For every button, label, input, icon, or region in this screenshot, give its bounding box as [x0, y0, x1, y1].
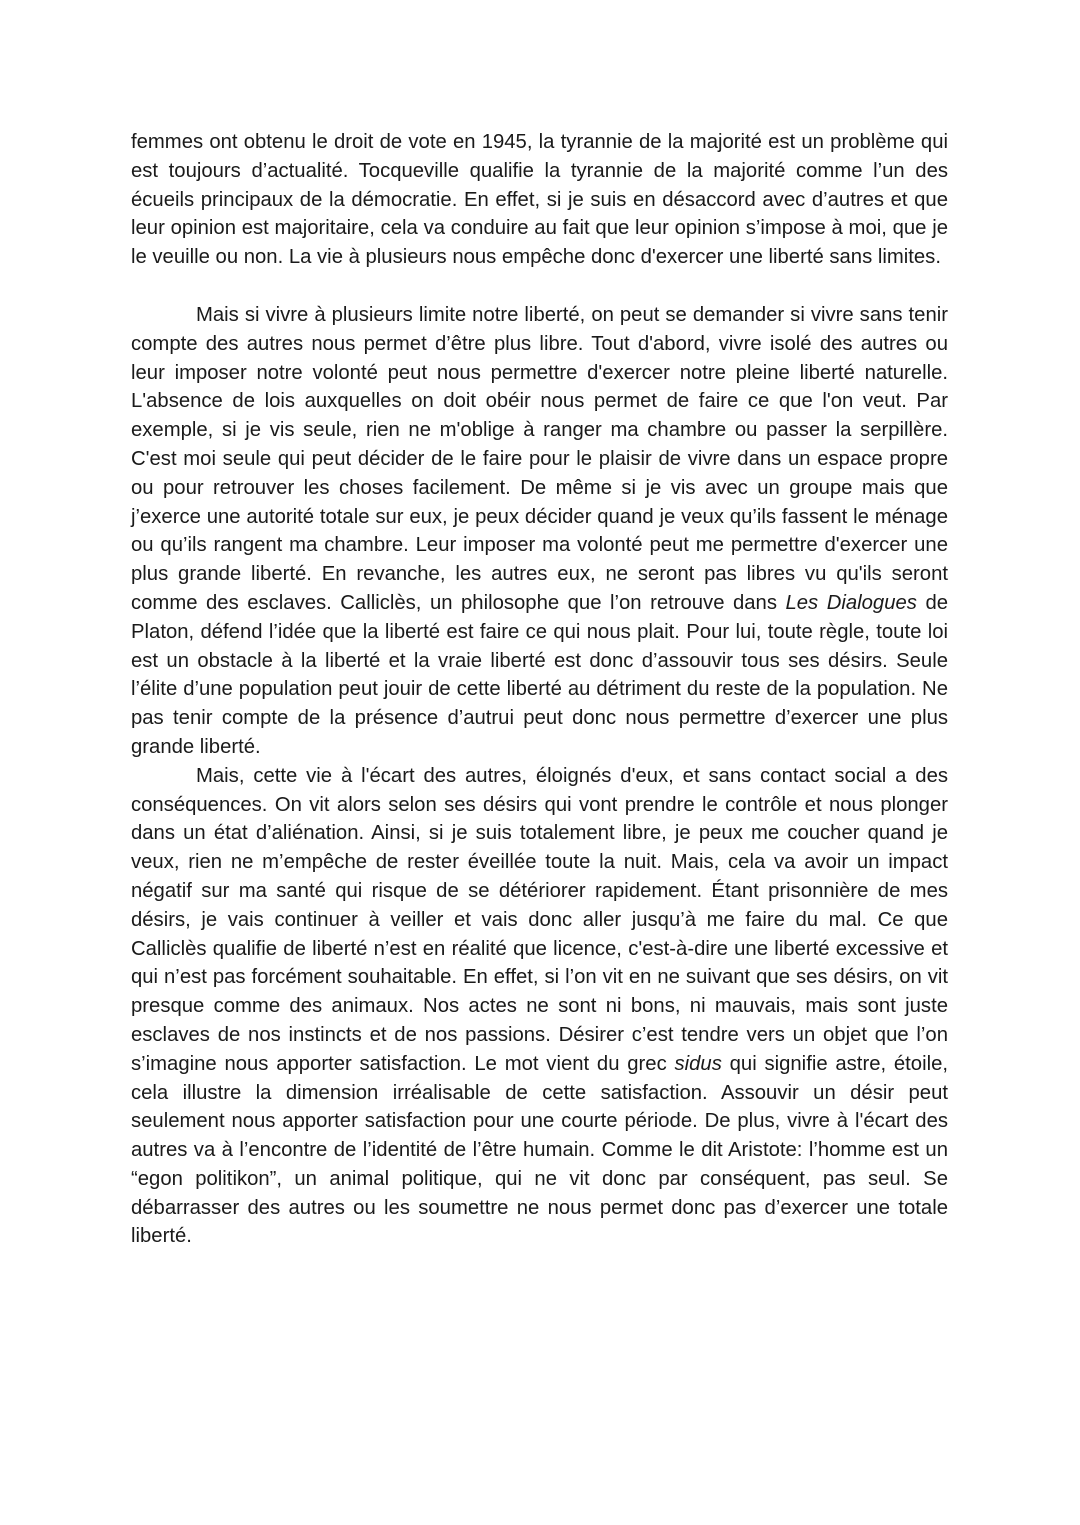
italic-title-les-dialogues: Les Dialogues — [785, 591, 917, 614]
italic-word-sidus: sidus — [674, 1052, 722, 1075]
paragraph-consequences — [131, 762, 948, 1252]
paragraph-text: Mais si vivre à plusieurs limite notre liberté, on peut se demander si vivre sans tenir compte des autres nous permet d’être plus libre. Tout d'abord, vivre isolé des autres ou leur imposer notre volonté peut nous permettre d'exercer notre pleine liberté naturelle. L'absence de lois auxquelles on doit obéir nous permet de faire ce que l'on veut. Par exemple, si je vis seule, rien ne m'oblige à ranger ma chambre ou passer la serpillère. C'est moi seule qui peut décider de le faire pour le plaisir de vivre dans un espace propre ou pour retrouver les choses facilement. De même si je vis avec un groupe mais que j’exerce une autorité totale sur eux, je peux décider quand je veux qu’ils fassent le ménage ou qu’ils rangent ma chambre. Leur imposer ma volonté peut me permettre d'exercer une plus grande liberté. En revanche, les autres eux, ne seront pas libres vu qu'ils seront comme des esclaves. Calliclès, un philosophe que l’on retrouve dans — [131, 303, 948, 614]
paragraph-text: qui signifie astre, étoile, cela illustre la dimension irréalisable de cette satisfaction. Assouvir un désir peut seulement nous apporter satisfaction pour une courte période. De plus, vivre à l'écart des autres va à l’encontre de l’identité de l’être humain. Comme le dit Aristote: l’homme est un “egon politikon”, un animal politique, qui ne vit donc par conséquent, pas seul. Se débarrasser des autres ou les soumettre ne nous permet donc pas d’exercer une totale liberté. — [131, 1052, 949, 1248]
paragraph-spacer — [131, 272, 948, 301]
document-page — [131, 128, 948, 1251]
paragraph-text: de Platon, défend l’idée que la liberté est faire ce qui nous plait. Pour lui, toute règle, toute loi est un obstacle à la liberté et la vraie liberté est donc d’assouvir tous ses désirs. Seule l’élite d’une population peut jouir de cette liberté au détriment du reste de la population. Ne pas tenir compte de la présence d’autrui peut donc nous permettre d’exercer une plus grande liberté. — [131, 591, 948, 758]
paragraph-text: femmes ont obtenu le droit de vote en 1945, la tyrannie de la majorité est un problème qui est toujours d’actualité. Tocqueville qualifie la tyrannie de la majorité comme l’un des écueils principaux de la démocratie. En effet, si je suis en désaccord avec d’autres et que leur opinion est majoritaire, cela va conduire au fait que leur opinion s’impose à moi, que je le veuille ou non. La vie à plusieurs nous empêche donc d'exercer une liberté sans limites. — [131, 131, 948, 269]
paragraph-vivre-sans-autres — [131, 301, 948, 762]
paragraph-text: Mais, cette vie à l'écart des autres, éloignés d'eux, et sans contact social a des conséquences. On vit alors selon ses désirs qui vont prendre le contrôle et nous plonger dans un état d’aliénation. Ainsi, si je suis totalement libre, je peux me coucher quand je veux, rien ne m’empêche de rester éveillée toute la nuit. Mais, cela va avoir un impact négatif sur ma santé qui risque de se détériorer rapidement. Étant prisonnière de mes désirs, je vais continuer à veiller et vais donc aller jusqu’à me faire du mal. Ce que Calliclès qualifie de liberté n’est en réalité que licence, c'est-à-dire une liberté excessive et qui n’est pas forcément souhaitable. En effet, si l’on vit en ne suivant que ses désirs, on vit presque comme des animaux. Nos actes ne sont ni bons, ni mauvais, mais sont juste esclaves de nos instincts et de nos passions. Désirer c’est tendre vers un objet que l’on s’imagine nous apporter satisfaction. Le mot vient du grec — [131, 764, 948, 1075]
paragraph-tyrannie-majorite — [131, 128, 948, 272]
